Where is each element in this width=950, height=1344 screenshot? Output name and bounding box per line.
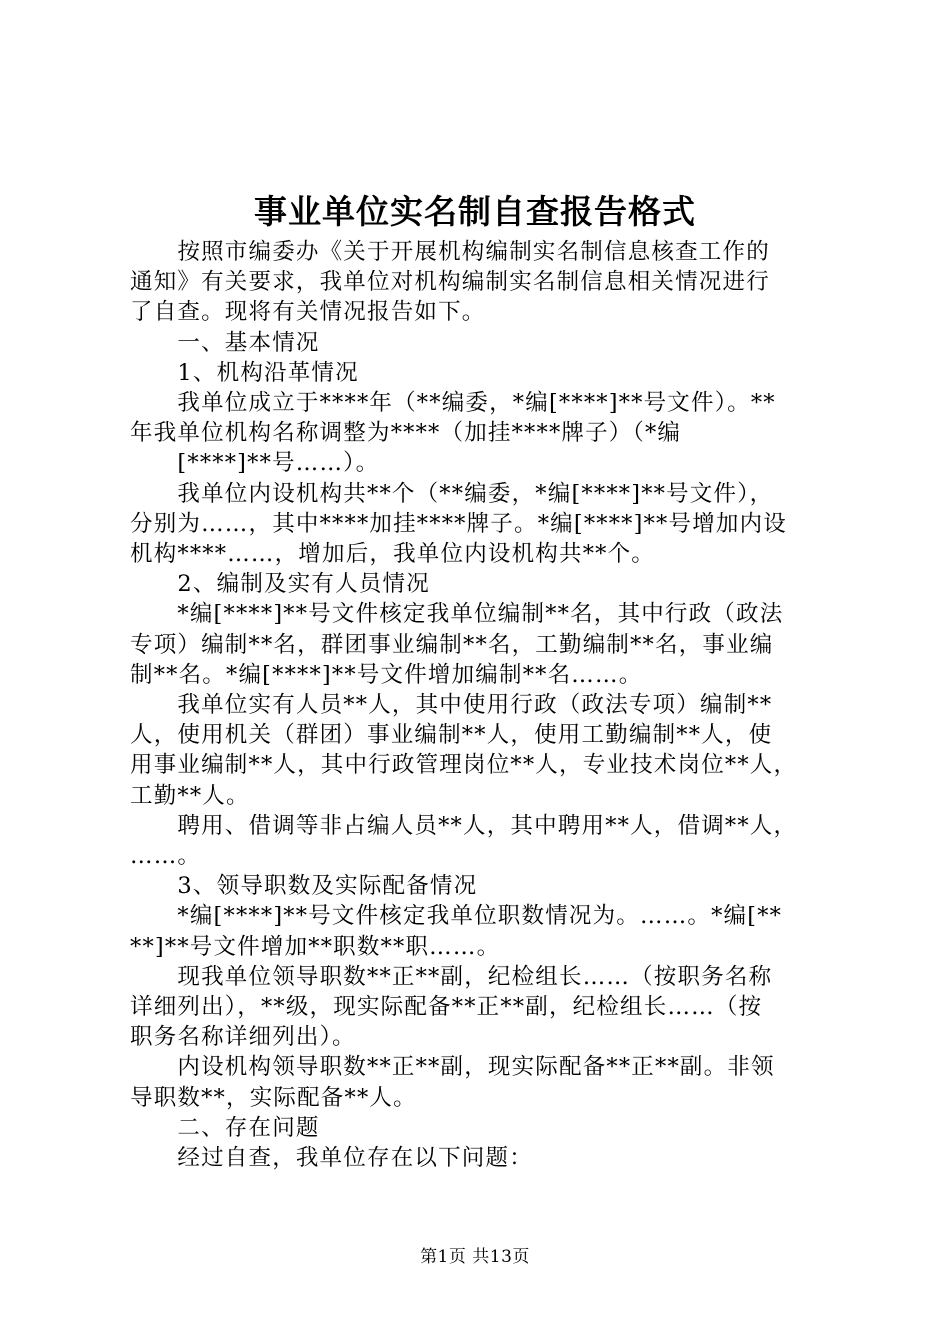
body-line: 1、机构沿革情况 [130,359,359,386]
body-line: 二、存在问题 [130,1114,320,1141]
body-line: 用事业编制**人，其中行政管理岗位**人，专业技术岗位**人， [130,752,798,779]
body-line: 人，使用机关（群团）事业编制**人，使用工勤编制**人，使 [130,722,773,749]
body-line: 通知》有关要求，我单位对机构编制实名制信息相关情况进行 [130,269,770,296]
body-line: [****]**号……）。 [130,450,380,477]
body-line: 一、基本情况 [130,329,320,356]
body-line: ……。 [130,843,202,869]
body-line: 职务名称详细列出）。 [130,1024,356,1051]
body-line: 年我单位机构名称调整为****（加挂****牌子）（*编 [130,420,682,447]
body-line: 制**名。*编[****]**号文件增加编制**名……。 [130,661,643,688]
page-footer: 第1页 共13页 [420,1247,530,1267]
body-line: 我单位实有人员**人，其中使用行政（政法专项）编制** [130,692,773,718]
body-line: 机构****……，增加后，我单位内设机构共**个。 [130,541,656,567]
body-line: 经过自查，我单位存在以下问题： [130,1145,533,1171]
body-line: 了自查。现将有关情况报告如下。 [130,299,486,326]
body-line: 我单位内设机构共**个（**编委，*编[****]**号文件）， [130,480,774,507]
body-line: 聘用、借调等非占编人员**人，其中聘用**人，借调**人， [130,812,798,839]
body-line: 导职数**，实际配备**人。 [130,1084,417,1111]
document-title: 事业单位实名制自查报告格式 [254,192,696,231]
body-line: 分别为……，其中****加挂****牌子。*编[****]**号增加内设 [130,510,788,537]
body-line: 专项）编制**名，群团事业编制**名，工勤编制**名，事业编 [130,631,774,658]
body-line: *编[****]**号文件核定我单位职数情况为。……。*编[** [130,903,783,930]
body-line: 2、编制及实有人员情况 [130,571,430,598]
body-line: 详细列出），**级，现实际配备**正**副，纪检组长……（按 [130,994,763,1020]
body-line: 内设机构领导职数**正**副，现实际配备**正**副。非领 [130,1054,775,1081]
body-line: 按照市编委办《关于开展机构编制实名制信息核查工作的 [130,239,770,265]
body-line: 3、领导职数及实际配备情况 [130,873,478,900]
body-line: **]**号文件增加**职数**职……。 [130,933,501,960]
body-line: 我单位成立于****年（**编委，*编[****]**号文件）。** [130,390,776,416]
body-line: 现我单位领导职数**正**副，纪检组长……（按职务名称 [130,963,773,990]
body-line: 工勤**人。 [130,782,250,809]
body-line: *编[****]**号文件核定我单位编制**名，其中行政（政法 [130,601,784,628]
